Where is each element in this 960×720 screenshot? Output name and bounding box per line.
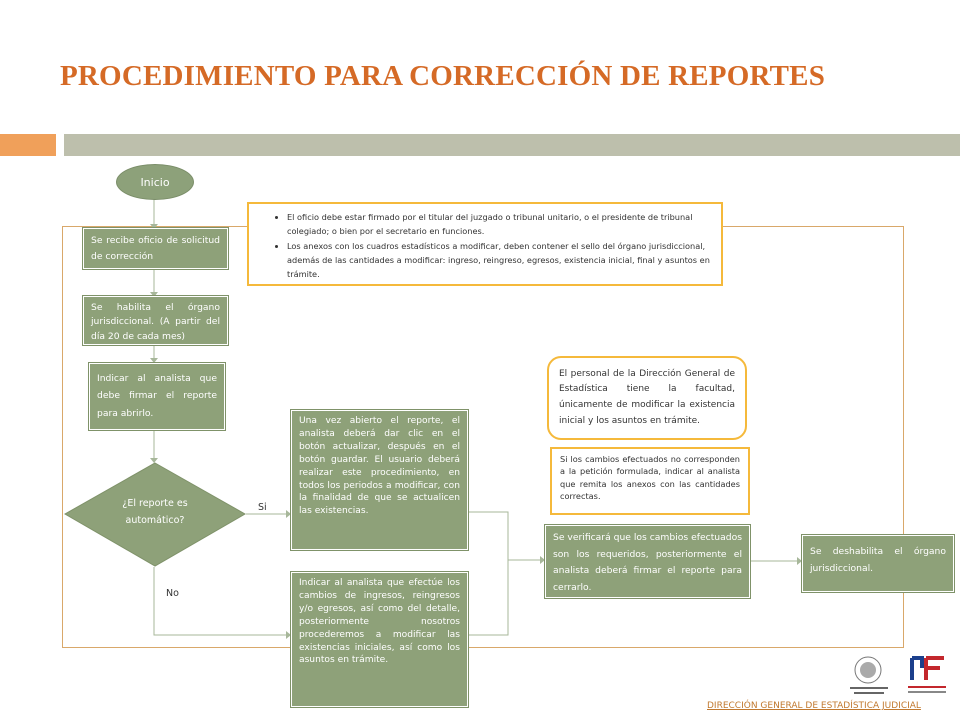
cjf-logo-icon bbox=[906, 656, 946, 693]
start-node: Inicio bbox=[116, 164, 194, 200]
page-title: PROCEDIMIENTO PARA CORRECCIÓN DE REPORTES bbox=[60, 60, 826, 92]
step-disable: Se deshabilita el órgano jurisdiccional. bbox=[802, 535, 954, 592]
decision-label: ¿El reporte es automático? bbox=[122, 498, 188, 526]
institution-logos bbox=[848, 652, 952, 700]
seal-icon bbox=[850, 657, 888, 694]
mismatch-note: Si los cambios efectuados no corresponden a la petición formulada, indicar al analista que remita los anexos con las cantidades correctas. bbox=[550, 447, 750, 515]
faculty-note bbox=[547, 356, 747, 440]
requirement-item: • El oficio debe estar firmado por el titular del juzgado o tribunal unitario, o el presidente de tribunal colegiado; o bien por el secretario en funciones. bbox=[287, 210, 713, 239]
yes-label: Si bbox=[258, 502, 267, 513]
faculty-note-text: El personal de la Dirección General de Estadística tiene la facultad, únicamente de modificar la existencia inicial y los asuntos en trámite. bbox=[559, 368, 735, 426]
no-label: No bbox=[160, 584, 184, 606]
step-verify: Se verificará que los cambios efectuados son los requeridos, posteriormente el analista deberá firmar el reporte para cerrarlo. bbox=[545, 525, 750, 598]
requirement-item: • Los anexos con los cuadros estadísticos a modificar, deben contener el sello del órgano jurisdiccional, además de las cantidades a modificar: ingreso, reingreso, egresos, existencia inicial, final y asuntos en trámite. bbox=[287, 239, 713, 282]
requirements-note bbox=[247, 202, 723, 286]
step-receive: Se recibe oficio de solicitud de corrección bbox=[83, 228, 228, 269]
step-enable: Se habilita el órgano jurisdiccional. (A partir del día 20 de cada mes) bbox=[83, 296, 228, 345]
step-indicate-sign: Indicar al analista que debe firmar el reporte para abrirlo. bbox=[89, 363, 225, 430]
step-auto-update: Una vez abierto el reporte, el analista deberá dar clic en el botón actualizar, después en el botón guardar. El usuario deberá realizar este procedimiento, en todos los periodos a modificar, con la finalidad de que se actualicen las existencias. bbox=[291, 410, 468, 550]
logos bbox=[848, 652, 952, 704]
footer-text: DIRECCIÓN GENERAL DE ESTADÍSTICA JUDICIAL bbox=[707, 701, 921, 711]
step-manual-changes: Indicar al analista que efectúe los cambios de ingresos, reingresos y/o egresos, así como del detalle, posteriormente nosotros procederemos a modificar las existencias iniciales, así como los asuntos en trámite. bbox=[291, 572, 468, 707]
